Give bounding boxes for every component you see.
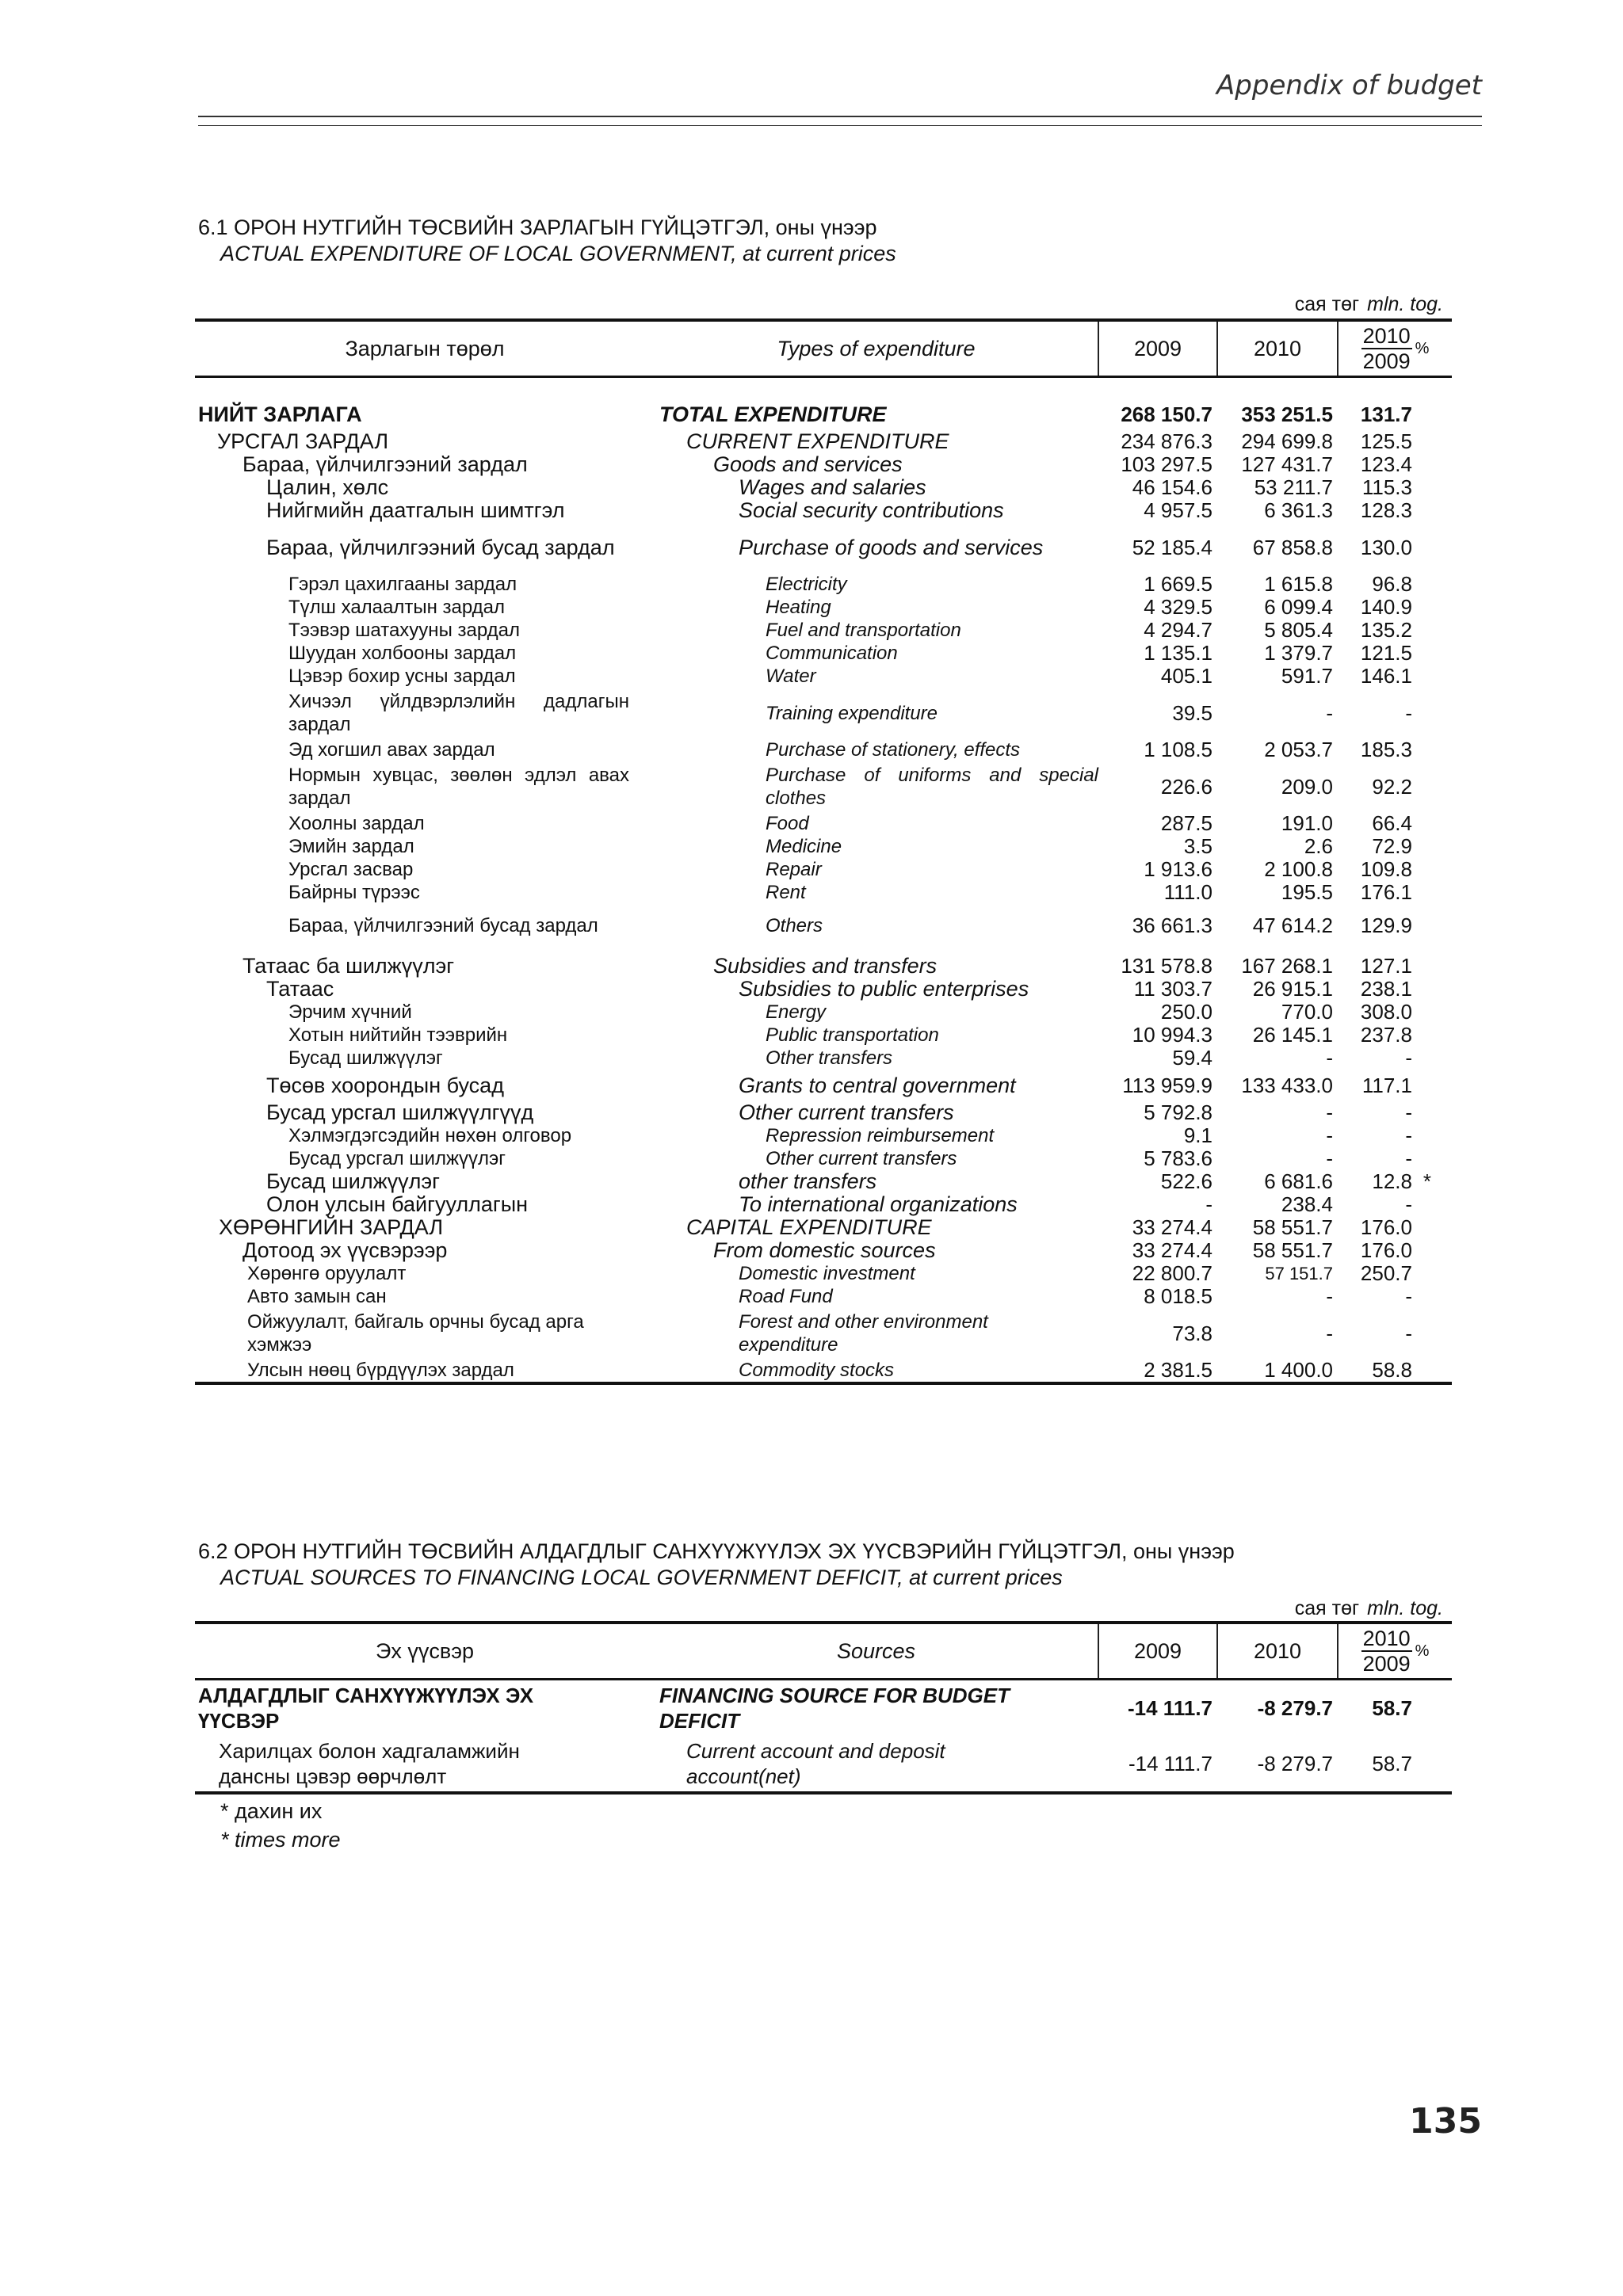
value-2010: -: [1326, 700, 1333, 725]
value-2009: 131 578.8: [1121, 954, 1212, 978]
table2-col-2010: 2010: [1217, 1623, 1338, 1680]
value-2010: 58 551.7: [1252, 1215, 1333, 1239]
value-pct: 121.5: [1360, 641, 1412, 665]
value-2010: 2.6: [1304, 834, 1333, 858]
row-label-en: Purchase of goods and services: [739, 535, 1044, 559]
value-2010: 591.7: [1281, 664, 1333, 688]
row-label-en: [655, 1308, 1098, 1359]
row-label-en: Other transfers: [766, 1047, 893, 1069]
table2-col-mn: Эх үүсвэр: [195, 1623, 655, 1680]
table2-col-ratio: [1338, 1623, 1452, 1680]
value-2010: 195.5: [1281, 880, 1333, 904]
row-label-mn: Бараа, үйлчилгээний бусад зардал: [288, 914, 598, 936]
row-label-en: Heating: [766, 597, 831, 618]
footnote: [220, 1797, 341, 1854]
row-label-mn: Бусад шилжүүлэг: [266, 1169, 441, 1193]
table1-col-2009: 2009: [1098, 320, 1217, 377]
table-row: [195, 1147, 1452, 1170]
row-label-en: Food: [766, 813, 809, 834]
row-label-en: Purchase of stationery, effects: [766, 739, 1021, 761]
row-label-en-text: FINANCING SOURCE FOR BUDGET DEFICIT: [659, 1684, 1010, 1733]
row-label-en: other transfers: [739, 1169, 877, 1193]
value-2010: -: [1326, 1100, 1333, 1124]
row-label-en: [655, 1680, 1098, 1737]
table1-units-en: mln. tog.: [1367, 293, 1443, 315]
row-label-en: CURRENT EXPENDITURE: [686, 429, 949, 453]
row-label-en: Water: [766, 666, 816, 687]
row-label-en: Subsidies and transfers: [713, 954, 938, 978]
value-pct: 123.4: [1360, 452, 1412, 476]
value-2009: 73.8: [1172, 1321, 1212, 1345]
ratio-percent: %: [1415, 339, 1430, 357]
value-2010: 191.0: [1281, 811, 1333, 835]
value-2010: 26 145.1: [1252, 1023, 1333, 1047]
row-label-en: Wages and salaries: [739, 475, 926, 499]
value-pct: -: [1405, 1284, 1412, 1308]
table1-col-en: Types of expenditure: [655, 320, 1098, 377]
row-label-en: Fuel and transportation: [766, 620, 961, 641]
table-row: [195, 1285, 1452, 1308]
value-pct: -: [1405, 700, 1412, 725]
value-2010: 209.0: [1281, 774, 1333, 799]
value-2010: 6 361.3: [1264, 498, 1333, 522]
value-2010: -: [1326, 1146, 1333, 1170]
row-label-en-text: Current account and deposit account(net): [686, 1739, 945, 1788]
footnote-mn: * дахин их: [220, 1799, 323, 1823]
value-pct: 109.8: [1360, 857, 1412, 881]
table-row: [195, 642, 1452, 665]
row-label-mn: Хоолны зардал: [288, 813, 425, 834]
table-row: [195, 573, 1452, 596]
value-pct: 72.9: [1372, 834, 1412, 858]
row-label-en: Grants to central government: [739, 1073, 1016, 1097]
ratio-percent: %: [1415, 1642, 1430, 1660]
row-label-mn: Татаас ба шилжүүлэг: [242, 954, 455, 978]
value-2009: 1 913.6: [1144, 857, 1212, 881]
value-pct: -: [1405, 1146, 1412, 1170]
value-2009: 522.6: [1160, 1169, 1212, 1193]
row-label-mn: Олон улсын байгууллагын: [266, 1192, 529, 1216]
row-label-en: Other current transfers: [766, 1148, 957, 1169]
row-label-mn: Хэлмэгдэгсэдийн нөхөн олговор: [288, 1125, 572, 1146]
value-2009: 4 294.7: [1144, 618, 1212, 642]
table1-col-ratio: [1338, 320, 1452, 377]
table2-header-row: [195, 1623, 1452, 1680]
table-row: [195, 761, 1452, 812]
value-pct: 66.4: [1372, 811, 1412, 835]
row-label-en: Commodity stocks: [655, 1359, 1098, 1383]
value-pct: 129.9: [1360, 913, 1412, 937]
value-2009: -: [1205, 1192, 1212, 1216]
table-row: [195, 858, 1452, 881]
page-number: 135: [1409, 2101, 1482, 2142]
value-pct: -: [1405, 1192, 1412, 1216]
row-label-mn: НИЙТ ЗАРЛАГА: [198, 402, 362, 426]
header-rule-top: [198, 116, 1482, 117]
row-label-en: [655, 761, 1098, 812]
row-label-en: Road Fund: [739, 1286, 833, 1307]
value-2009: 3.5: [1183, 834, 1212, 858]
row-label-mn: Бараа, үйлчилгээний зардал: [242, 452, 528, 476]
table-row: [195, 1024, 1452, 1047]
table-row: [195, 453, 1452, 476]
value-2010: 353 251.5: [1241, 402, 1333, 426]
value-2010: 2 053.7: [1264, 738, 1333, 761]
table-row: [195, 1239, 1452, 1262]
value-2010: 127 431.7: [1241, 452, 1333, 476]
value-2010: 238.4: [1281, 1192, 1333, 1216]
row-label-mn: Эрчим хүчний: [288, 1001, 412, 1023]
value-2009: 11 303.7: [1133, 977, 1212, 1001]
value-pct: 250.7: [1360, 1261, 1412, 1285]
row-label-mn: [195, 1736, 655, 1793]
value-pct: -: [1405, 1046, 1412, 1070]
value-pct: 92.2: [1372, 774, 1412, 799]
value-2010: 1 379.7: [1264, 641, 1333, 665]
ratio-numerator: 2010: [1362, 324, 1411, 348]
value-pct: 308.0: [1360, 1000, 1412, 1024]
table1-col-mn: Зарлагын төрөл: [195, 320, 655, 377]
table-row: [195, 904, 1452, 947]
table2-units-mn: сая төг: [1294, 1597, 1360, 1619]
value-2009: 59.4: [1172, 1046, 1212, 1070]
row-label-mn: ХӨРӨНГИЙН ЗАРДАЛ: [219, 1215, 444, 1239]
row-label-en: From domestic sources: [713, 1238, 936, 1262]
table-row: [195, 522, 1452, 573]
value-2009: 22 800.7: [1132, 1261, 1212, 1285]
row-label-mn-text: Ойжуулалт, байгаль орчны бусад арга хэмжээ: [247, 1311, 584, 1356]
row-label-mn-text: АЛДАГДЛЫГ САНХҮҮЖҮҮЛЭХ ЭХ ҮҮСВЭР: [198, 1684, 534, 1733]
value-2009: 4 329.5: [1144, 595, 1212, 619]
value-pct: 58.7: [1338, 1736, 1452, 1793]
page-header-title: Appendix of budget: [1216, 70, 1482, 101]
row-label-mn: Бусад шилжүүлэг: [288, 1047, 443, 1069]
row-label-mn: Цэвэр бохир усны зардал: [288, 666, 516, 687]
table-row: [195, 978, 1452, 1001]
table1-title-mn: 6.1 ОРОН НУТГИЙН ТӨСВИЙН ЗАРЛАГЫН ГҮЙЦЭТГЭЛ, оны үнээр: [198, 215, 877, 239]
table2-col-en: Sources: [655, 1623, 1098, 1680]
row-label-en-text: Forest and other environment expenditure: [739, 1311, 988, 1356]
row-label-en: Other current transfers: [739, 1100, 954, 1124]
value-pct: [1338, 1170, 1452, 1193]
row-label-mn: Эмийн зардал: [288, 836, 414, 857]
row-label-en: Domestic investment: [739, 1263, 915, 1284]
row-label-en: Others: [766, 914, 823, 936]
table-row: [195, 881, 1452, 904]
table1: [195, 318, 1452, 1385]
value-pct: 131.7: [1360, 402, 1412, 426]
value-2009: 33 274.4: [1132, 1215, 1212, 1239]
table-row: [195, 1736, 1452, 1793]
value-2010: 2 100.8: [1264, 857, 1333, 881]
value-2009: 111.0: [1163, 880, 1212, 904]
table2-title-mn: 6.2 ОРОН НУТГИЙН ТӨСВИЙН АЛДАГДЛЫГ САНХҮҮЖҮҮЛЭХ ЭХ ҮҮСВЭРИЙН ГҮЙЦЭТГЭЛ, оны үнээр: [198, 1539, 1235, 1563]
value-pct-text: 12.8: [1372, 1169, 1412, 1193]
value-2009: 5 783.6: [1144, 1146, 1212, 1170]
ratio-numerator: 2010: [1362, 1627, 1411, 1650]
table-row: [195, 1047, 1452, 1070]
value-pct: 125.5: [1360, 429, 1412, 453]
value-2009: 8 018.5: [1144, 1284, 1212, 1308]
row-label-mn: Хөрөнгө оруулалт: [247, 1263, 407, 1284]
value-pct: 96.8: [1372, 572, 1412, 596]
value-pct: 135.2: [1360, 618, 1412, 642]
value-2010: -: [1326, 1123, 1333, 1147]
value-2009: 9.1: [1183, 1123, 1212, 1147]
value-2009: 1 669.5: [1144, 572, 1212, 596]
table-row: [195, 619, 1452, 642]
row-label-en: Rent: [766, 882, 806, 903]
value-2010: -: [1326, 1321, 1333, 1345]
row-label-mn: [195, 1308, 655, 1359]
table-row: [195, 1262, 1452, 1285]
value-2009: 10 994.3: [1132, 1023, 1212, 1047]
row-label-mn: Төсөв хоорондын бусад: [266, 1073, 504, 1097]
value-pct: 146.1: [1360, 664, 1412, 688]
value-pct: 237.8: [1360, 1023, 1412, 1047]
value-2010: -8 279.7: [1217, 1736, 1338, 1793]
value-2009: 52 185.4: [1132, 535, 1212, 559]
value-2010: 6 099.4: [1264, 595, 1333, 619]
table1-units: [1295, 293, 1443, 316]
value-2009: 234 876.3: [1121, 429, 1212, 453]
value-2009: 250.0: [1160, 1000, 1212, 1024]
row-label-mn: Бусад урсгал шилжүүлгүүд: [266, 1100, 534, 1124]
table-row: [195, 476, 1452, 499]
table2-title: [198, 1539, 1235, 1591]
row-label-en: CAPITAL EXPENDITURE: [686, 1215, 932, 1239]
row-label-en: Subsidies to public enterprises: [739, 977, 1029, 1001]
value-2010: 47 614.2: [1252, 913, 1333, 937]
value-2010: 6 681.6: [1264, 1169, 1333, 1193]
table-row: [195, 1680, 1452, 1737]
value-2010: -: [1326, 1284, 1333, 1308]
value-2010: 58 551.7: [1252, 1238, 1333, 1262]
row-label-mn-text: Нормын хувцас, зөөлөн эдлэл авах зардал: [288, 765, 629, 809]
row-label-mn: Татаас: [266, 977, 334, 1001]
row-label-en: Social security contributions: [739, 498, 1004, 522]
row-label-en: Public transportation: [766, 1024, 939, 1046]
table-row: [195, 1070, 1452, 1101]
value-pct: 176.1: [1360, 880, 1412, 904]
table-row: [195, 688, 1452, 738]
value-2010: 1 615.8: [1264, 572, 1333, 596]
row-label-mn: [195, 1680, 655, 1737]
value-2009: 113 959.9: [1122, 1073, 1212, 1097]
table-row: [195, 596, 1452, 619]
table-row: [195, 1308, 1452, 1359]
value-pct: 58.8: [1338, 1359, 1452, 1383]
row-label-en: [655, 1736, 1098, 1793]
value-2009: -14 111.7: [1098, 1736, 1217, 1793]
table-row: [195, 1359, 1452, 1383]
row-label-en: Medicine: [766, 836, 842, 857]
value-2010: 770.0: [1281, 1000, 1333, 1024]
row-label-mn-text: Харилцах болон хадгаламжийн дансны цэвэр өөрчлөлт: [219, 1739, 520, 1788]
table2: [195, 1621, 1452, 1794]
value-2009: 287.5: [1160, 811, 1212, 835]
table-row: [195, 1001, 1452, 1024]
row-label-mn: Урсгал засвар: [288, 859, 414, 880]
footnote-marker: *: [1423, 1169, 1431, 1193]
header-rule-bottom: [198, 125, 1482, 126]
value-2010: 294 699.8: [1241, 429, 1333, 453]
row-label-mn: Тээвэр шатахууны зардал: [288, 620, 520, 641]
row-label-mn: Түлш халаалтын зардал: [288, 597, 506, 618]
table-row: [195, 430, 1452, 453]
table1-units-mn: сая төг: [1294, 293, 1360, 315]
row-label-mn: Байрны түрээс: [288, 882, 420, 903]
table-row: [195, 1193, 1452, 1216]
table1-title-en: ACTUAL EXPENDITURE OF LOCAL GOVERNMENT, at current prices: [220, 242, 896, 265]
table-row: [195, 1124, 1452, 1147]
value-2010: 1 400.0: [1217, 1359, 1338, 1383]
table2-units-en: mln. tog.: [1367, 1597, 1443, 1619]
value-2009: 46 154.6: [1132, 475, 1212, 499]
row-label-mn: [195, 688, 655, 738]
row-label-en: Electricity: [766, 574, 847, 595]
row-label-mn: Авто замын сан: [247, 1286, 387, 1307]
value-pct: 130.0: [1360, 535, 1412, 559]
value-2010: 53 211.7: [1254, 475, 1333, 499]
table-row: [195, 1170, 1452, 1193]
table-row: [195, 665, 1452, 688]
value-2009: 2 381.5: [1098, 1359, 1217, 1383]
value-2009: 103 297.5: [1121, 452, 1212, 476]
table-row: [195, 1216, 1452, 1239]
row-label-mn: Нийгмийн даатгалын шимтгэл: [266, 498, 565, 522]
table1-title: [198, 215, 896, 267]
value-pct: 128.3: [1360, 498, 1412, 522]
value-pct: -: [1405, 1100, 1412, 1124]
value-2010: 5 805.4: [1264, 618, 1333, 642]
value-pct: 58.7: [1372, 1696, 1412, 1720]
row-label-mn: [195, 522, 655, 573]
value-2009: 226.6: [1160, 774, 1212, 799]
row-label-mn: Бусад урсгал шилжүүлэг: [288, 1148, 506, 1169]
row-label-mn: УРСГАЛ ЗАРДАЛ: [217, 429, 389, 453]
row-label-mn: Хотын нийтийн тээврийн: [288, 1024, 508, 1046]
value-2009: 39.5: [1172, 700, 1212, 725]
row-label-mn: [195, 761, 655, 812]
value-pct: 185.3: [1360, 738, 1412, 761]
row-label-en: Energy: [766, 1001, 827, 1023]
table1-header-row: [195, 320, 1452, 377]
ratio-denominator: 2009: [1362, 349, 1411, 373]
row-label-en: Repair: [766, 859, 822, 880]
ratio-denominator: 2009: [1362, 1652, 1411, 1676]
footnote-en: * times more: [220, 1828, 341, 1852]
value-pct: -: [1405, 1321, 1412, 1345]
value-pct: 115.3: [1361, 475, 1412, 499]
value-pct: 117.1: [1361, 1073, 1412, 1097]
row-label-en: Goods and services: [713, 452, 903, 476]
table-row: [195, 1101, 1452, 1124]
value-2009: 36 661.3: [1132, 913, 1212, 937]
table2-units: [1295, 1597, 1443, 1620]
row-label-mn: Эд хогшил авах зардал: [288, 739, 495, 761]
row-label-en: TOTAL EXPENDITURE: [659, 402, 887, 426]
value-2009: 1 135.1: [1144, 641, 1212, 665]
value-2010: 26 915.1: [1252, 977, 1333, 1001]
value-2010: 57 151.7: [1265, 1264, 1333, 1283]
value-pct: -: [1405, 1123, 1412, 1147]
value-pct: 238.1: [1360, 977, 1412, 1001]
value-2010: 67 858.8: [1252, 535, 1333, 559]
table2-title-en: ACTUAL SOURCES TO FINANCING LOCAL GOVERNMENT DEFICIT, at current prices: [220, 1566, 1063, 1589]
value-2009: 4 957.5: [1144, 498, 1212, 522]
table-row: [195, 955, 1452, 978]
table1-col-2010: 2010: [1217, 320, 1338, 377]
row-label-mn: Улсын нөөц бүрдүүлэх зардал: [195, 1359, 655, 1383]
row-label-mn: Гэрэл цахилгааны зардал: [288, 574, 517, 595]
table-row: [195, 738, 1452, 761]
table2-col-2009: 2009: [1098, 1623, 1217, 1680]
value-2009: 5 792.8: [1144, 1100, 1212, 1124]
value-2009: -14 111.7: [1128, 1696, 1212, 1720]
row-label-en: Training expenditure: [766, 702, 938, 724]
value-pct: 176.0: [1360, 1238, 1412, 1262]
row-label-mn: Шуудан холбооны зардал: [288, 643, 517, 664]
row-label-mn-text: Хичээл үйлдвэрлэлийн дадлагын зардал: [288, 691, 629, 735]
value-2010: 133 433.0: [1241, 1073, 1333, 1097]
row-label-en: Repression reimbursement: [766, 1125, 995, 1146]
value-2009: 268 150.7: [1121, 402, 1212, 426]
value-2009: 1 108.5: [1144, 738, 1212, 761]
row-label-en-text: Purchase of uniforms and special clothes: [766, 765, 1098, 809]
value-pct: 140.9: [1360, 595, 1412, 619]
row-label-en: To international organizations: [739, 1192, 1018, 1216]
row-label-mn: Цалин, хөлс: [266, 475, 389, 499]
table-row: [195, 499, 1452, 522]
value-2010: -8 279.7: [1257, 1696, 1333, 1720]
table-row: [195, 812, 1452, 835]
row-label-mn-text: Бараа, үйлчилгээний бусад зардал: [266, 535, 615, 559]
value-2009: 33 274.4: [1132, 1238, 1212, 1262]
row-label-mn: Дотоод эх үүсвэрээр: [242, 1238, 448, 1262]
value-pct: 176.0: [1360, 1215, 1412, 1239]
table-row: [195, 835, 1452, 858]
value-2009: 405.1: [1160, 664, 1212, 688]
value-2010: -: [1326, 1046, 1333, 1070]
row-label-en: Communication: [766, 643, 898, 664]
value-pct: 127.1: [1360, 954, 1412, 978]
table-row: [195, 399, 1452, 430]
value-2010: 167 268.1: [1241, 954, 1333, 978]
